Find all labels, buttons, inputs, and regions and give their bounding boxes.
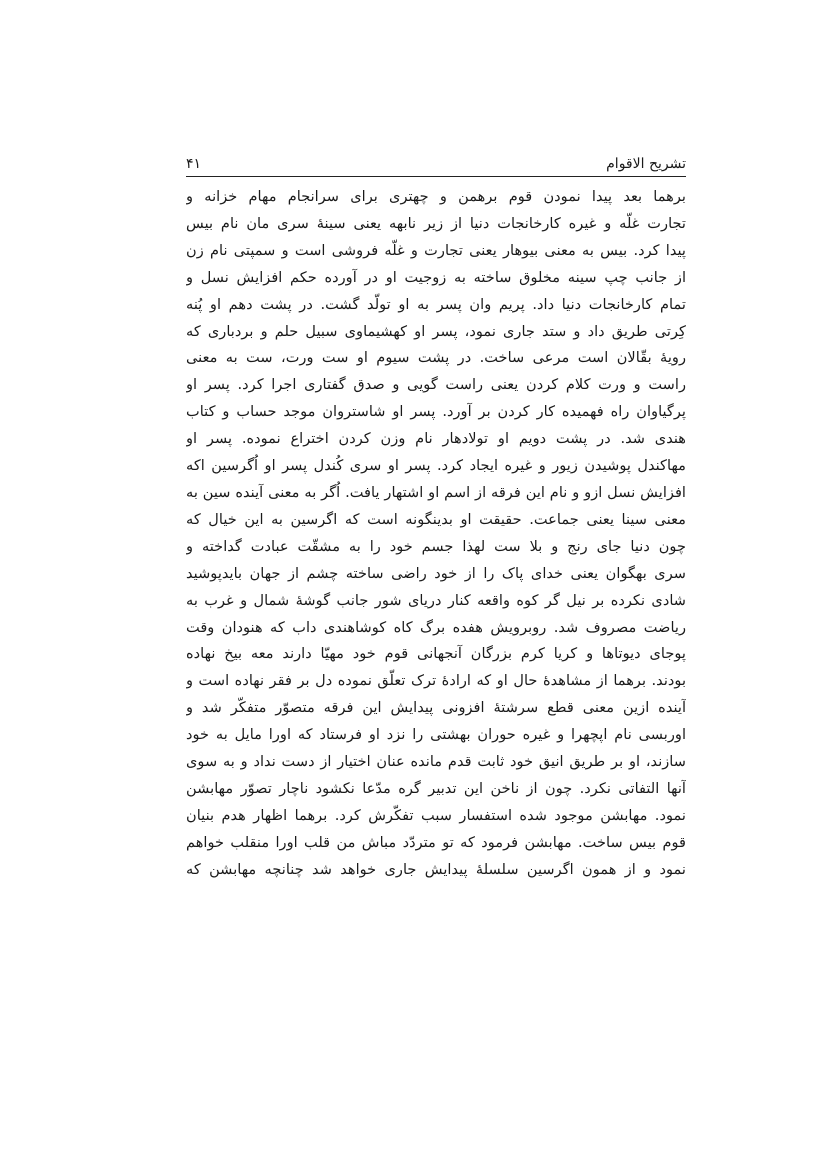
text-line: افزایش نسل ازو و نام این فرقه از اسم او اشتهار یافت. اُگر به معنی آینده سین به bbox=[186, 483, 686, 501]
header-rule bbox=[186, 176, 686, 177]
text-line: نمود و از همون اگرسین سلسلهٔ پیدایش جاری خواهد شد چنانچه مهابشن که bbox=[186, 860, 686, 878]
text-line: ریاضت مصروف شد. روبرویش هفده برگ کاه کوشاهندی داب که هنودان وقت bbox=[186, 618, 686, 636]
text-line: تجارت غلّه و غیره کارخانجات دنیا از زیر نابهه یعنی سینهٔ سری مان نام بیس bbox=[186, 214, 686, 232]
text-line: تمام کارخانجات دنیا داد. پریم وان پسر به او تولّد گشت. در پشت دهم او پُنه bbox=[186, 295, 686, 313]
running-head bbox=[186, 148, 686, 172]
text-line: پرگیاوان راه فهمیده کار کردن بر آورد. پسر او شاستروان موجد حساب و کتاب bbox=[186, 403, 686, 421]
text-line: از جانب چپ سینه مخلوق ساخته به زوجیت او در آورده حکم افزایش نسل و bbox=[186, 268, 686, 286]
text-line: پوجای دیوتاها و کریا کرم بزرگان آنجهانی قوم خود مهیّا دارند معه بیخ نهاده bbox=[186, 645, 686, 663]
page-number: ۴۱ bbox=[186, 156, 202, 172]
book-title: تشریح الاقوام bbox=[606, 156, 686, 172]
text-line: چون دنیا جای رنج و بلا ست لهذا جسم خود را به مشقّت عبادت گداخته و bbox=[186, 537, 686, 555]
text-line: شادی نکرده بر نیل گر کوه واقعه کنار دریای شور جانب گوشهٔ شمال و غرب به bbox=[186, 591, 686, 609]
text-line: قوم بیس ساخت. مهابشن فرمود که تو متردّد مباش من قلب اورا منقلب خواهم bbox=[186, 833, 686, 851]
text-line: کِرتی طریق داد و ستد جاری نمود، پسر او کهشیماوی سبیل حلم و بردباری که bbox=[186, 322, 686, 340]
text-line: سری بهگوان یعنی خدای پاک را از خود راضی ساخته چشم از جهان بایدپوشید bbox=[186, 564, 686, 582]
text-line: برهما بعد پیدا نمودن قوم برهمن و چهتری برای سرانجام مهام خزانه و bbox=[186, 188, 686, 205]
text-line: مهاکندل پوشیدن زیور و غیره ایجاد کرد. پسر او سری کُندل پسر او اُگرسین اکه bbox=[186, 457, 686, 475]
text-line: هندی شد. در پشت دویم او تولادهار نام وزن کردن اختراع نموده. پسر او bbox=[186, 430, 686, 448]
text-line: آینده ازین معنی قطع سرشتهٔ افزونی پیدایش این فرقه متصوّر متفکّر شد و bbox=[186, 699, 686, 717]
text-line: اوربسی نام اپچهرا و غیره حوران بهشتی را نزد او فرستاد که اورا مایل به خود bbox=[186, 726, 686, 744]
text-line: سازند، او بر طریق انیق خود ثابت قدم مانده عنان اختیار از دست نداد و به سوی bbox=[186, 753, 686, 771]
text-line: راست و ورت کلام کردن یعنی راست گویی و صدق گفتاری اجرا کرد. پسر او bbox=[186, 376, 686, 394]
text-line: پیدا کرد. بیس به معنی بیوهار یعنی تجارت و غلّه فروشی است و سمپتی نام زن bbox=[186, 241, 686, 259]
body-paragraph bbox=[186, 184, 686, 884]
text-line: معنی سینا یعنی جماعت. حقیقت او بدینگونه است که اگرسین به این خیال که bbox=[186, 510, 686, 528]
text-line: رویهٔ بقّالان است مرعی ساخت. در پشت سیوم او ست ورت، ست به معنی bbox=[186, 349, 686, 367]
text-line: بودند. برهما از مشاهدهٔ حال او که ارادهٔ ترک تعلّق نموده دل بر فقر نهاده است و bbox=[186, 672, 686, 690]
text-line: نمود. مهابشن موجود شده استفسار سبب تفکّرش کرد. برهما اظهار هدم بنیان bbox=[186, 806, 686, 824]
text-line: آنها التفاتی نکرد. چون از ناخن این تدبیر گره مدّعا نکشود ناچار تصوّر مهابشن bbox=[186, 779, 686, 797]
